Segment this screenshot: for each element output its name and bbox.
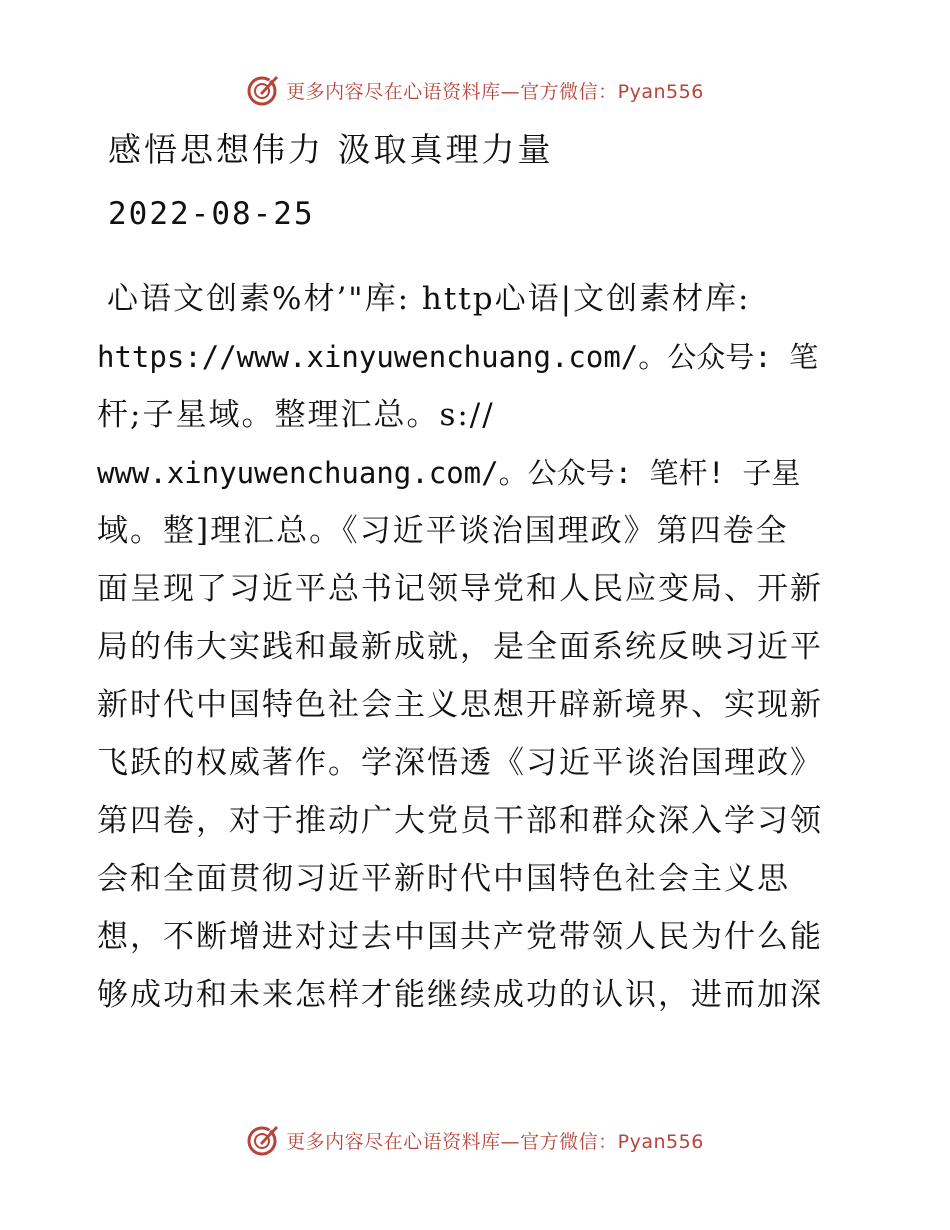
header-watermark-text: 更多内容尽在心语资料库—官方微信：Pyan556 — [286, 80, 704, 103]
document-date: 2022-08-25 — [108, 196, 315, 232]
footer-watermark-text: 更多内容尽在心语资料库—官方微信：Pyan556 — [286, 1130, 704, 1153]
body-line: 第四卷，对于推动广大党员干部和群众深入学习领 — [97, 803, 823, 839]
document-body — [97, 270, 857, 1024]
body-line: 局的伟大实践和最新成就，是全面系统反映习近平 — [97, 629, 823, 665]
header-watermark-banner — [0, 70, 950, 110]
body-line: 会和全面贯彻习近平新时代中国特色社会主义思 — [97, 861, 790, 897]
body-line: 域。整]理汇总。《习近平谈治国理政》第四卷全 — [97, 513, 789, 549]
body-line: www.xinyuwenchuang.com/。公众号: 笔杆! 子星 — [97, 456, 801, 490]
footer-watermark-banner — [0, 1120, 950, 1160]
body-line: 新时代中国特色社会主义思想开辟新境界、实现新 — [97, 687, 823, 723]
body-line: https://www.xinyuwenchuang.com/。公众号: 笔 — [97, 340, 819, 374]
quill-logo-icon — [246, 73, 280, 107]
document-title: 感悟思想伟力 汲取真理力量 — [108, 130, 554, 169]
body-line: 够成功和未来怎样才能继续成功的认识，进而加深 — [97, 977, 823, 1013]
body-line: 心语文创素%材’"库: http心语|文创素材库: — [107, 281, 751, 317]
body-line: 面呈现了习近平总书记领导党和人民应变局、开新 — [97, 571, 823, 607]
body-line: 飞跃的权威著作。学深悟透《习近平谈治国理政》 — [97, 745, 823, 781]
body-line: 想，不断增进对过去中国共产党带领人民为什么能 — [97, 919, 823, 955]
body-line: 杆;子星域。整理汇总。s:// — [97, 397, 495, 433]
quill-logo-icon — [246, 1123, 280, 1157]
